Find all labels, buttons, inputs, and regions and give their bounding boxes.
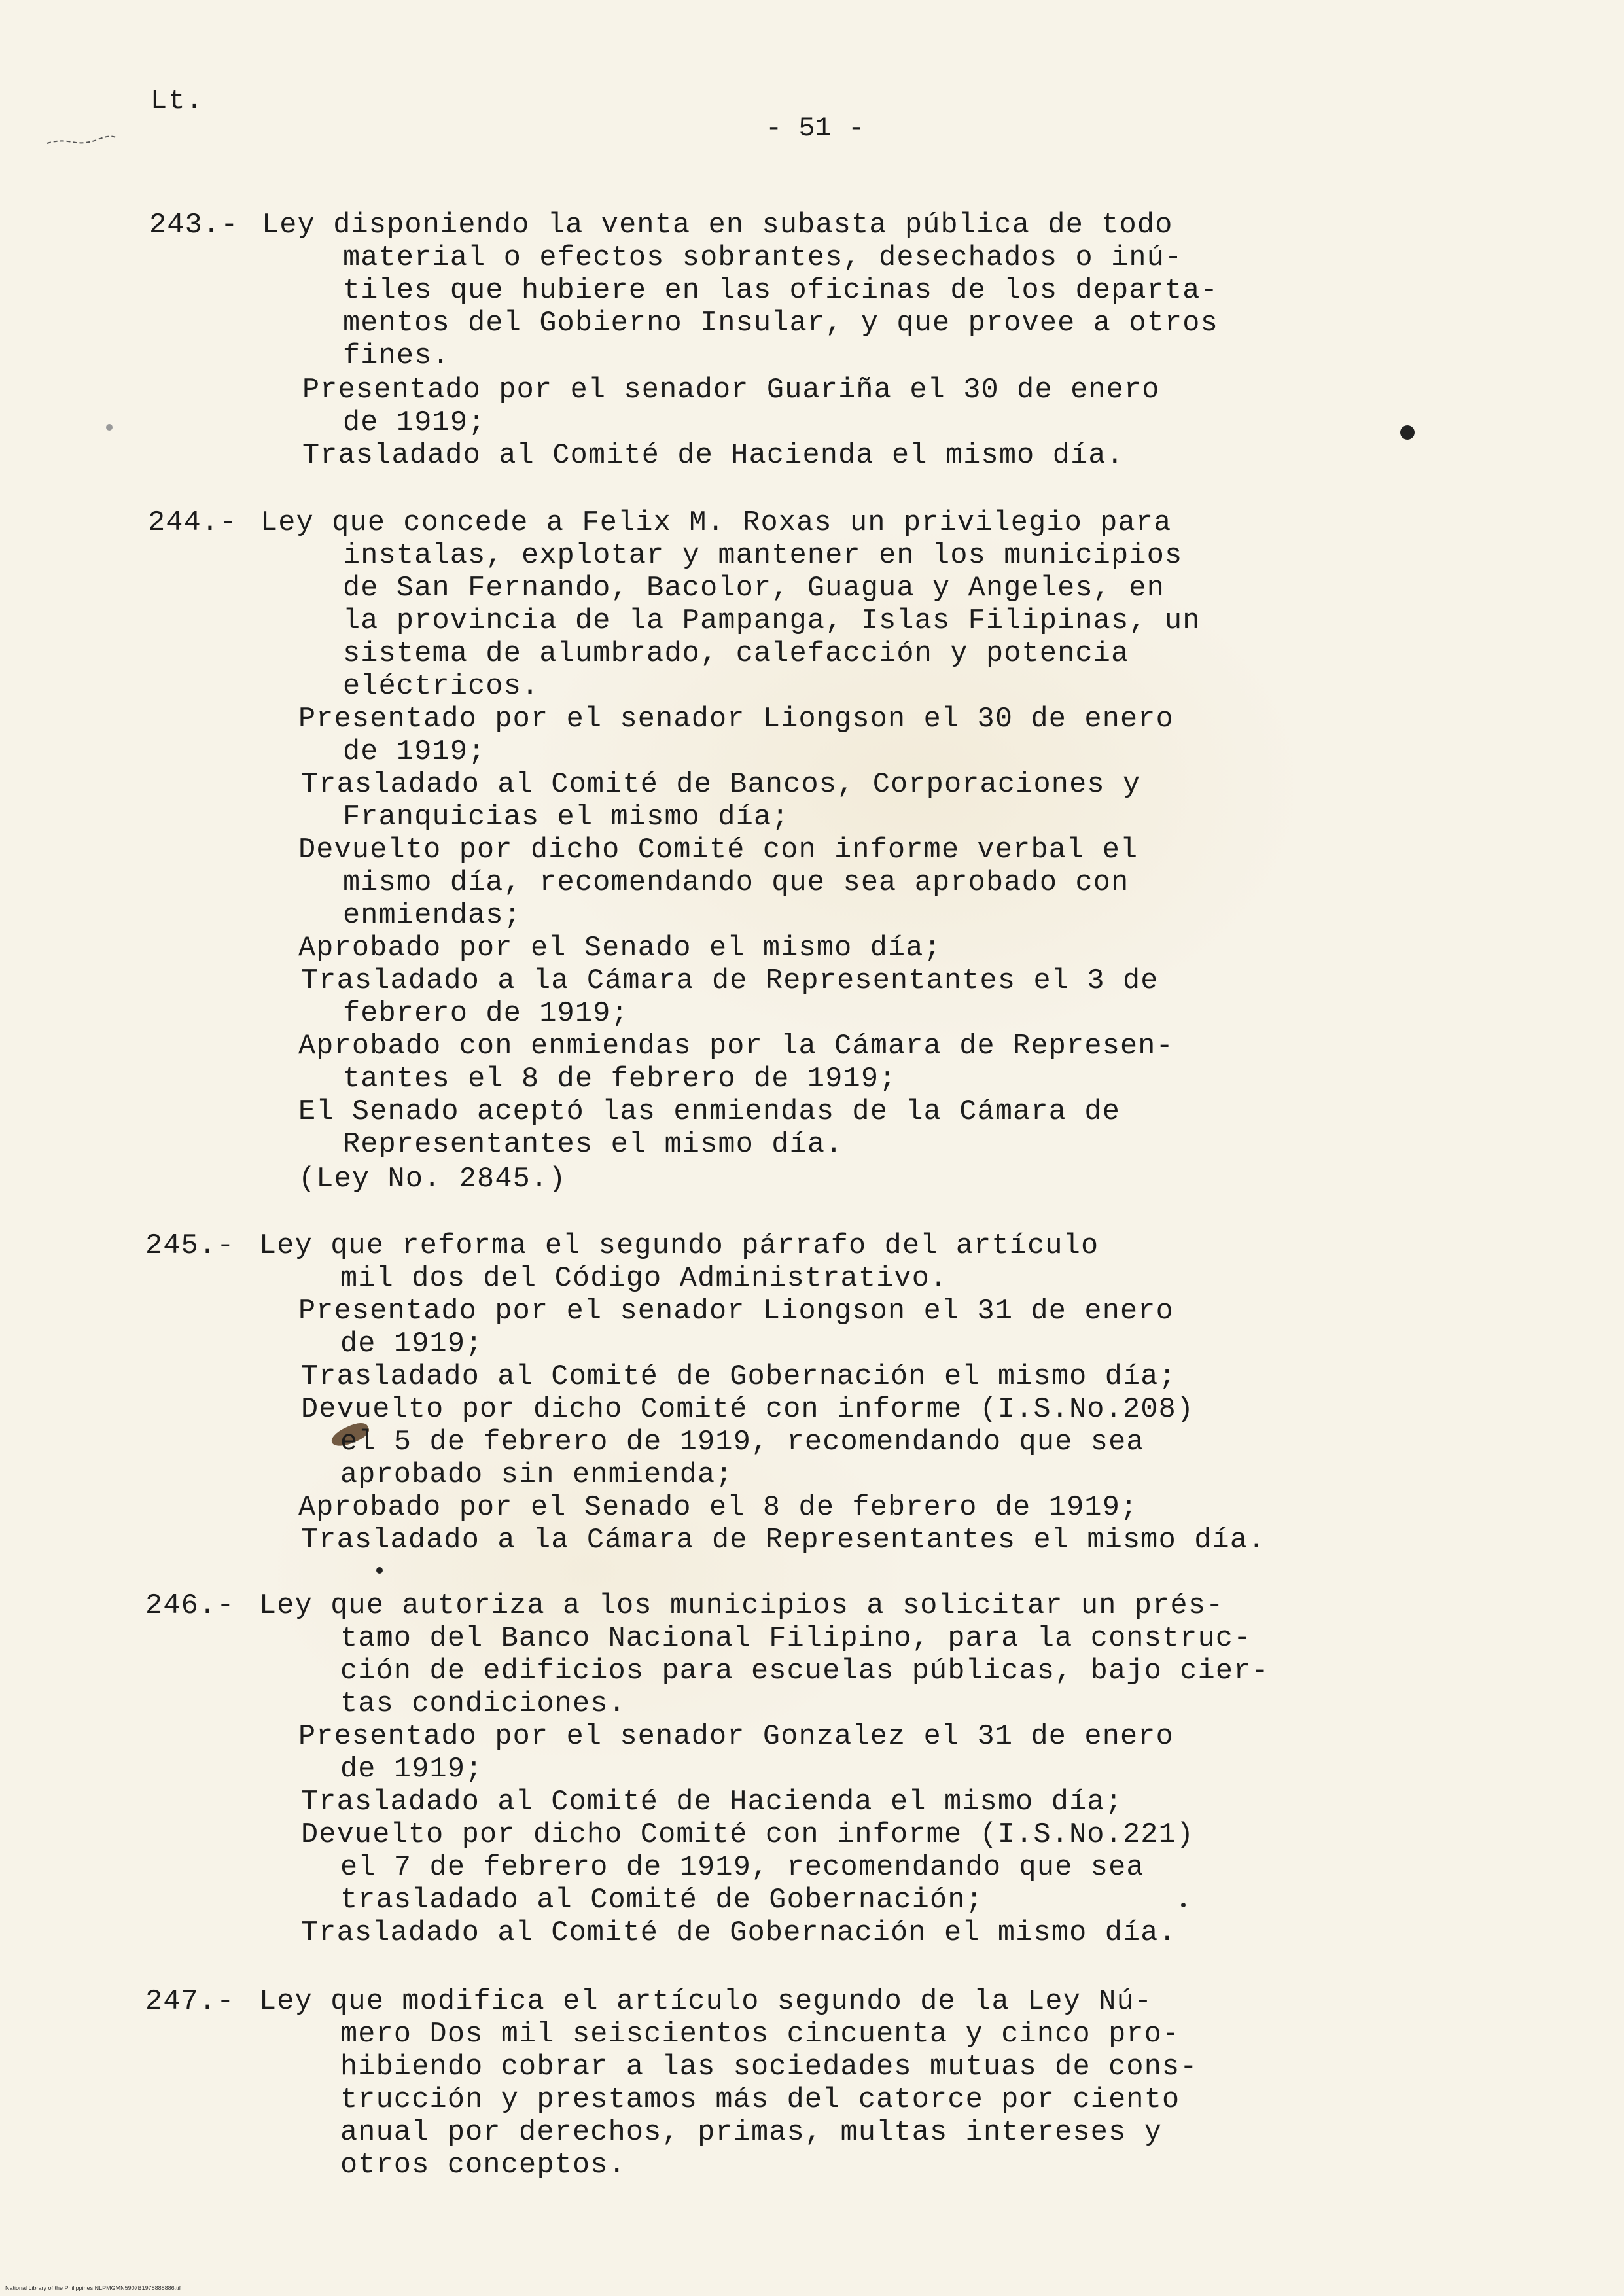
entry-action-line: Devuelto por dicho Comité con informe verbal el — [298, 834, 1139, 866]
entry-action-line: Aprobado por el Senado el 8 de febrero de 1919; — [298, 1492, 1139, 1524]
entry-title-line: Ley disponiendo la venta en subasta pública de todo — [262, 209, 1173, 241]
entry-title-line: anual por derechos, primas, multas intereses y — [340, 2117, 1162, 2149]
ink-speck — [1400, 425, 1415, 440]
entry-action-line: Presentado por el senador Liongson el 31 de enero — [298, 1296, 1174, 1328]
ink-speck — [376, 1567, 383, 1574]
entry-action-line: (Ley No. 2845.) — [298, 1163, 567, 1195]
entry-action-line: de 1919; — [343, 407, 486, 439]
entry-title-line: eléctricos. — [343, 671, 540, 703]
entry-title-line: trucción y prestamos más del catorce por ciento — [340, 2084, 1180, 2116]
archive-footer-note: National Library of the Philippines NLPMGMN5907B1978888886.tif — [5, 2285, 181, 2291]
page-number: - 51 - — [766, 113, 865, 144]
entry-action-line: tantes el 8 de febrero de 1919; — [343, 1063, 897, 1095]
entry-action-line: trasladado al Comité de Gobernación; — [340, 1884, 983, 1916]
entry-action-line: de 1919; — [343, 736, 486, 768]
pencil-scribble-mark — [46, 134, 118, 146]
entry-action-line: Presentado por el senador Guariña el 30 de enero — [302, 374, 1160, 406]
entry-action-line: Devuelto por dicho Comité con informe (I.S.No.221) — [301, 1819, 1195, 1851]
entry-action-line: Trasladado al Comité de Gobernación el mismo día; — [301, 1361, 1176, 1393]
entry-title-line: instalas, explotar y mantener en los municipios — [343, 540, 1183, 572]
entry-title-line: Ley que reforma el segundo párrafo del artículo — [259, 1230, 1099, 1262]
entry-title-line: mentos del Gobierno Insular, y que provee a otros — [343, 308, 1218, 340]
ink-speck — [106, 424, 113, 431]
entry-number: 244.- — [148, 507, 238, 539]
entry-title-line: Ley que modifica el artículo segundo de la Ley Nú- — [259, 1986, 1153, 2018]
entry-title-line: de San Fernando, Bacolor, Guagua y Angeles, en — [343, 573, 1165, 605]
entry-action-line: Trasladado al Comité de Bancos, Corporaciones y — [301, 769, 1141, 801]
entry-action-line: febrero de 1919; — [343, 998, 629, 1030]
entry-title-line: mil dos del Código Administrativo. — [340, 1263, 948, 1295]
entry-title-line: material o efectos sobrantes, desechados o inú- — [343, 242, 1183, 274]
entry-title-line: fines. — [343, 340, 450, 372]
entry-title-line: tas condiciones. — [340, 1688, 626, 1720]
entry-title-line: tiles que hubiere en las oficinas de los departa- — [343, 275, 1218, 307]
entry-number: 246.- — [145, 1590, 235, 1622]
entry-title-line: mero Dos mil seiscientos cincuenta y cinco pro- — [340, 2019, 1180, 2051]
entry-action-line: Aprobado con enmiendas por la Cámara de Represen- — [298, 1031, 1174, 1063]
entry-title-line: Ley que autoriza a los municipios a solicitar un prés- — [259, 1590, 1224, 1622]
entry-number: 245.- — [145, 1230, 235, 1262]
entry-action-line: Devuelto por dicho Comité con informe (I.S.No.208) — [301, 1394, 1195, 1426]
entry-action-line: Presentado por el senador Gonzalez el 31 de enero — [298, 1721, 1174, 1753]
entry-number: 247.- — [145, 1986, 235, 2018]
entry-title-line: sistema de alumbrado, calefacción y potencia — [343, 638, 1129, 670]
entry-action-line: Presentado por el senador Liongson el 30 de enero — [298, 703, 1174, 735]
entry-action-line: Trasladado a la Cámara de Representantes el 3 de — [301, 965, 1159, 997]
entry-title-line: ción de edificios para escuelas públicas, bajo cier- — [340, 1655, 1269, 1687]
entry-action-line: mismo día, recomendando que sea aprobado con — [343, 867, 1129, 899]
entry-title-line: la provincia de la Pampanga, Islas Filipinas, un — [343, 605, 1201, 637]
entry-action-line: aprobado sin enmienda; — [340, 1459, 733, 1491]
entry-title-line: otros conceptos. — [340, 2149, 626, 2181]
entry-action-line: el 7 de febrero de 1919, recomendando que sea — [340, 1852, 1144, 1884]
entry-title-line: Ley que concede a Felix M. Roxas un privilegio para — [260, 507, 1172, 539]
entry-action-line: Trasladado al Comité de Gobernación el mismo día. — [301, 1917, 1176, 1949]
entry-action-line: el 5 de febrero de 1919, recomendando que sea — [340, 1426, 1144, 1458]
entry-title-line: tamo del Banco Nacional Filipino, para la construc- — [340, 1623, 1252, 1655]
entry-action-line: Franquicias el mismo día; — [343, 802, 790, 834]
entry-action-line: de 1919; — [340, 1328, 484, 1360]
entry-action-line: Aprobado por el Senado el mismo día; — [298, 932, 942, 964]
entry-action-line: Trasladado al Comité de Hacienda el mismo día. — [302, 440, 1124, 472]
entry-action-line: Representantes el mismo día. — [343, 1129, 843, 1161]
entry-action-line: de 1919; — [340, 1754, 484, 1786]
entry-title-line: hibiendo cobrar a las sociedades mutuas de cons- — [340, 2051, 1198, 2083]
entry-action-line: El Senado aceptó las enmiendas de la Cámara de — [298, 1096, 1120, 1128]
corner-mark: Lt. — [150, 85, 204, 116]
entry-action-line: Trasladado a la Cámara de Representantes el mismo día. — [301, 1525, 1266, 1557]
entry-number: 243.- — [149, 209, 239, 241]
entry-action-line: Trasladado al Comité de Hacienda el mismo día; — [301, 1786, 1123, 1818]
entry-action-line: enmiendas; — [343, 900, 522, 932]
ink-speck — [1181, 1903, 1186, 1907]
